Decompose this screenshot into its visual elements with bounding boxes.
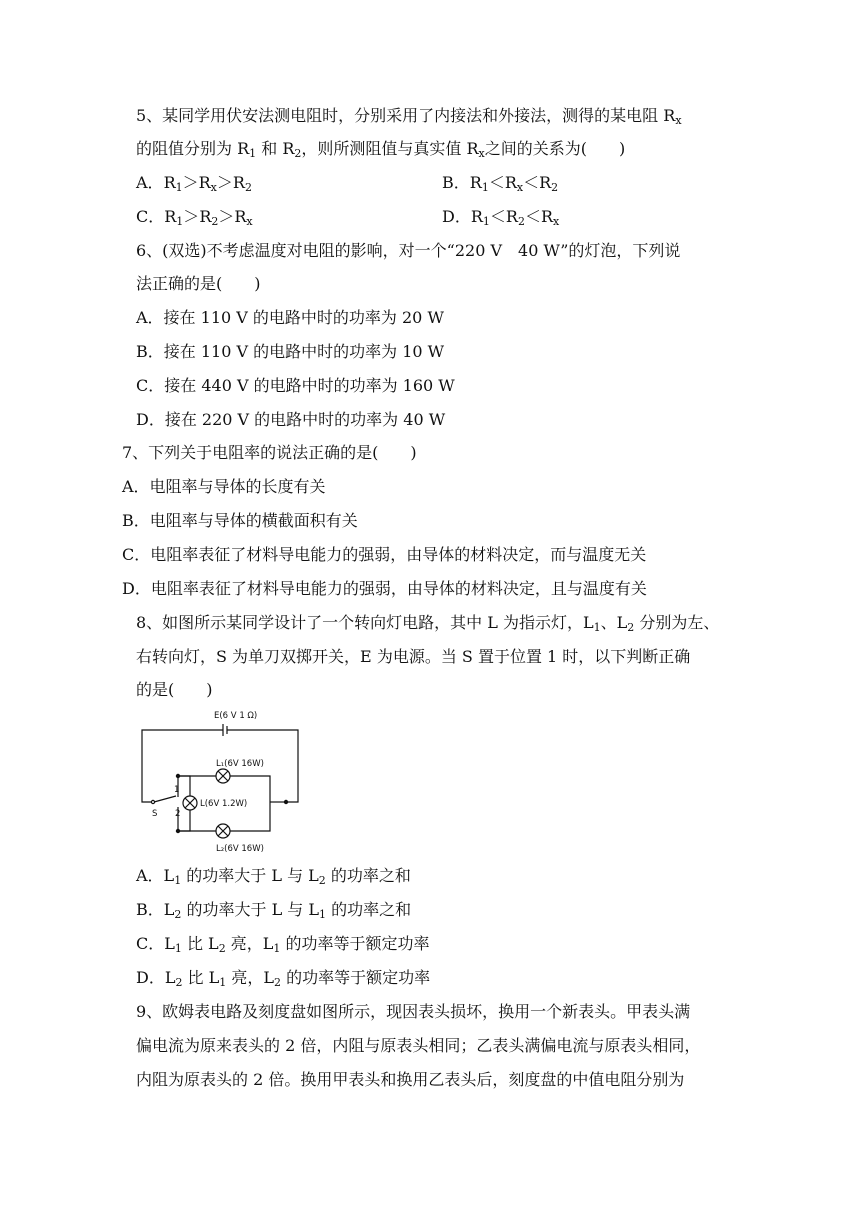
switch-position-2: 2	[175, 809, 181, 819]
lamp-L1-label: L₁(6V 16W)	[216, 759, 264, 769]
wire-left	[142, 730, 223, 802]
q6-option-c: C．接在 440 V 的电路中时的功率为 160 W	[136, 376, 455, 395]
lamp-L-label: L(6V 1.2W)	[200, 799, 248, 809]
q5-stem-line2: 的阻值分别为 $R_1$ 和 $R_2$，则所测阻值与真实值 $R_x$之间的关系为( )	[136, 139, 626, 160]
wire-to-L2	[178, 807, 216, 831]
wire-to-L-top	[178, 776, 190, 796]
q9-stem-line2: 偏电流为原来表头的 2 倍，内阻与原表头相同；乙表头满偏电流与原表头相同，	[136, 1036, 701, 1055]
wire-to-L1	[178, 776, 216, 797]
q7-option-c: C．电阻率表征了材料导电能力的强弱，由导体的材料决定，而与温度无关	[122, 545, 647, 564]
q6-option-d: D．接在 220 V 的电路中时的功率为 40 W	[136, 410, 446, 429]
q8-option-d: D．$L_2$ 比 $L_1$ 亮，$L_2$ 的功率等于额定功率	[136, 968, 431, 989]
q5-stem-line1: 5、某同学用伏安法测电阻时，分别采用了内接法和外接法，测得的某电阻 $R_x$	[136, 106, 682, 127]
q8-option-b: B．$L_2$ 的功率大于 L 与 $L_1$ 的功率之和	[136, 900, 412, 921]
q5-option-a: A．$R_1>R_x>R_2$	[136, 173, 252, 194]
q6-stem-line2: 法正确的是( )	[136, 274, 261, 293]
q7-stem: 7、下列关于电阻率的说法正确的是( )	[122, 443, 417, 462]
turn-signal-circuit-diagram	[138, 706, 308, 856]
q7-option-d: D．电阻率表征了材料导电能力的强弱，由导体的材料决定，且与温度有关	[122, 579, 647, 598]
lamp-L2-label: L₂(6V 16W)	[216, 844, 264, 854]
q8-stem-line2: 右转向灯，S 为单刀双掷开关，E 为电源。当 S 置于位置 1 时，以下判断正确	[136, 647, 691, 666]
junction-bottom	[176, 829, 179, 832]
switch-label: S	[152, 809, 158, 819]
q6-option-a: A．接在 110 V 的电路中时的功率为 20 W	[136, 308, 444, 327]
q5-option-c: C．$R_1>R_2>R_x$	[136, 207, 253, 228]
junction-top	[176, 774, 179, 777]
q9-stem-line3: 内阻为原表头的 2 倍。换用甲表头和换用乙表头后，刻度盘的中值电阻分别为	[136, 1070, 685, 1089]
q8-option-a: A．$L_1$ 的功率大于 L 与 $L_2$ 的功率之和	[136, 866, 411, 887]
q8-stem-line1: 8、如图所示某同学设计了一个转向灯电路，其中 L 为指示灯，$L_1$、$L_2$ 分别为左、	[136, 613, 720, 634]
switch-blade	[154, 796, 176, 802]
q5-option-b: B．$R_1<R_x<R_2$	[442, 173, 559, 194]
q7-option-b: B．电阻率与导体的横截面积有关	[122, 511, 358, 530]
q6-stem-line1: 6、(双选)不考虑温度对电阻的影响，对一个“220 V 40 W”的灯泡，下列说	[136, 241, 681, 260]
q6-option-b: B．接在 110 V 的电路中时的功率为 10 W	[136, 342, 445, 361]
battery-label: E(6 V 1 Ω)	[214, 711, 258, 721]
q5-option-d: D．$R_1<R_2<R_x$	[442, 207, 560, 228]
q9-stem-line1: 9、欧姆表电路及刻度盘如图所示，现因表头损坏，换用一个新表头。甲表头满	[136, 1002, 691, 1021]
q7-option-a: A．电阻率与导体的长度有关	[122, 477, 326, 496]
q8-option-c: C．$L_1$ 比 $L_2$ 亮，$L_1$ 的功率等于额定功率	[136, 934, 430, 955]
switch-position-1: 1	[174, 785, 180, 795]
q8-stem-line3: 的是( )	[136, 680, 213, 699]
